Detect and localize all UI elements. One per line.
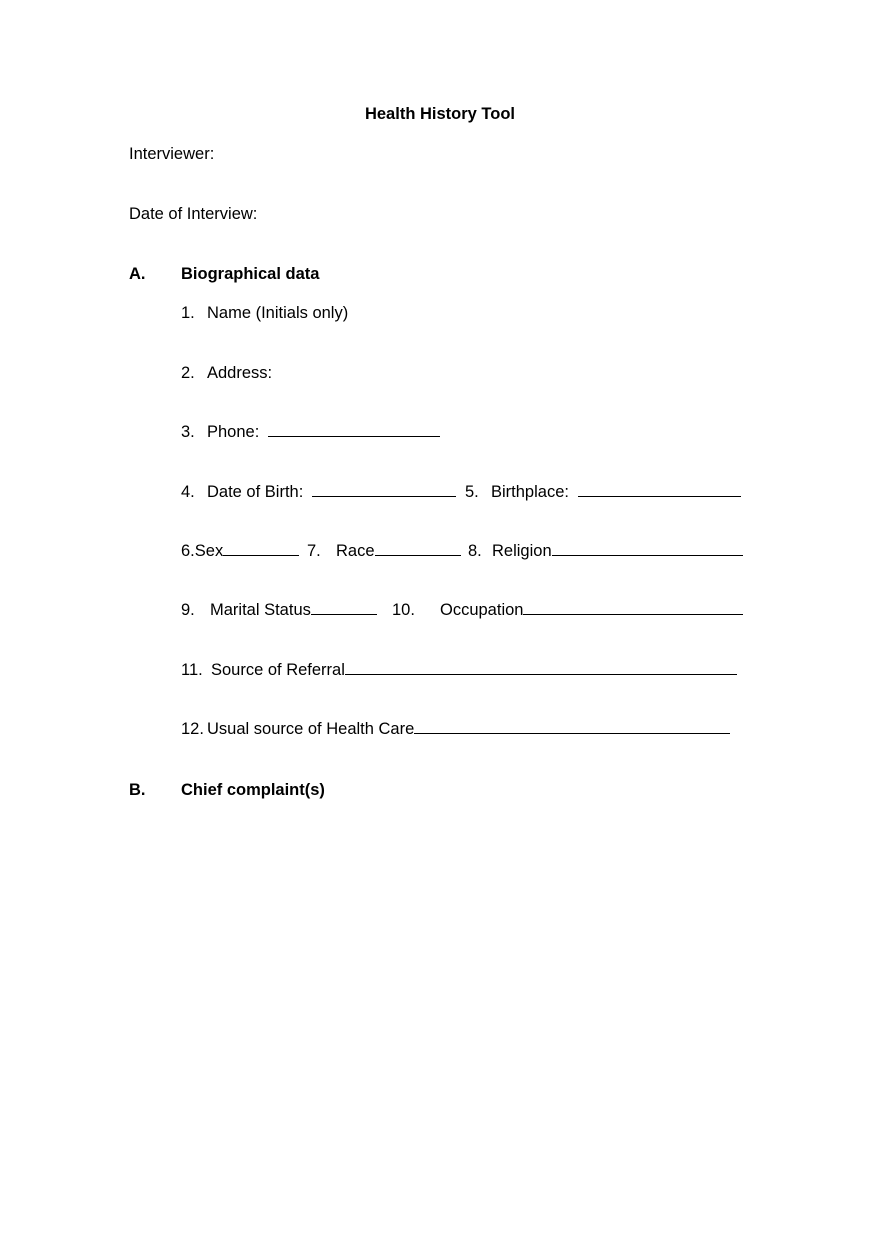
section-b-letter: B. [129, 781, 146, 799]
page-title: Health History Tool [364, 105, 516, 123]
occupation-label: Occupation [440, 601, 524, 619]
religion-field[interactable] [552, 541, 743, 556]
interviewer-label: Interviewer: [129, 145, 215, 163]
item-1-number: 1. [181, 304, 195, 322]
birthplace-field[interactable] [578, 482, 741, 497]
item-7-number: 7. [307, 542, 321, 560]
source-of-referral-label: Source of Referral [211, 661, 345, 679]
item-4-number: 4. [181, 483, 195, 501]
date-of-birth-label: Date of Birth: [207, 483, 304, 501]
marital-status-label: Marital Status [210, 601, 311, 619]
phone-label: Phone: [207, 423, 260, 441]
birthplace-label: Birthplace: [491, 483, 569, 501]
item-8-number: 8. [468, 542, 482, 560]
source-of-referral-field[interactable] [345, 660, 737, 675]
occupation-field[interactable] [523, 600, 743, 615]
phone-field[interactable] [268, 422, 440, 437]
sex-field[interactable] [223, 541, 299, 556]
date-of-birth-field[interactable] [312, 482, 456, 497]
section-a-letter: A. [129, 265, 146, 283]
item-9-number: 9. [181, 601, 195, 619]
religion-label: Religion [492, 542, 552, 560]
sex-label: Sex [194, 542, 224, 560]
marital-status-field[interactable] [311, 600, 377, 615]
item-6-number: 6. [181, 542, 195, 560]
item-2-number: 2. [181, 364, 195, 382]
race-label: Race [336, 542, 375, 560]
address-label: Address: [207, 364, 273, 382]
item-11-number: 11. [181, 661, 203, 679]
name-label: Name (Initials only) [207, 304, 349, 322]
section-a-heading: Biographical data [181, 265, 320, 283]
health-care-source-label: Usual source of Health Care [207, 720, 415, 738]
date-of-interview-label: Date of Interview: [129, 205, 258, 223]
health-care-source-field[interactable] [414, 719, 730, 734]
item-10-number: 10. [392, 601, 415, 619]
section-b-heading: Chief complaint(s) [181, 781, 325, 799]
item-12-number: 12. [181, 720, 204, 738]
item-3-number: 3. [181, 423, 195, 441]
item-5-number: 5. [465, 483, 479, 501]
race-field[interactable] [375, 541, 461, 556]
